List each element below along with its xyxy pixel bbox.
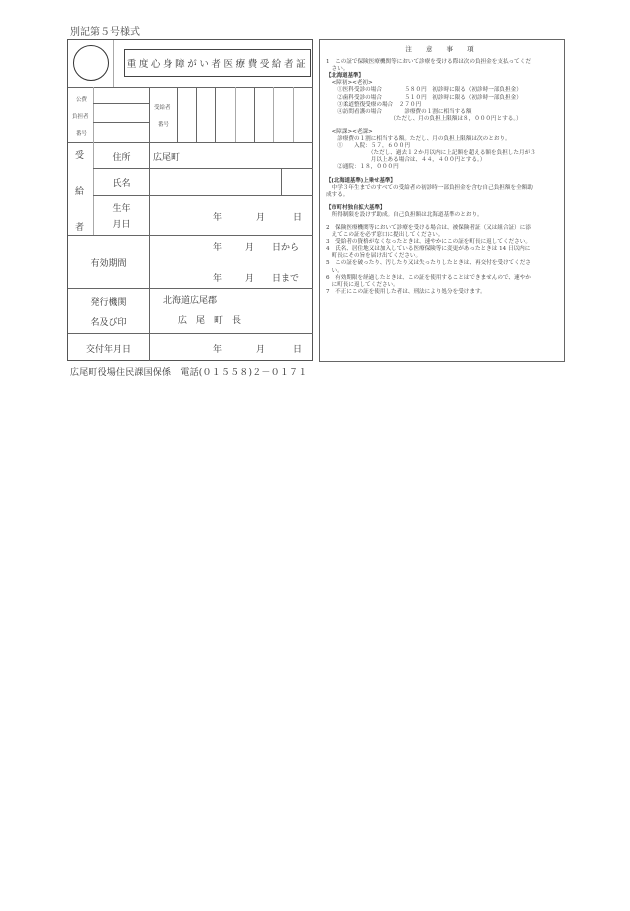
birth-label-2: 月日 xyxy=(112,220,131,230)
divider xyxy=(149,87,150,142)
notes-line: ③柔道整復受療の場合 ２７０円 xyxy=(326,101,422,108)
notes-heading: 注 意 事 項 xyxy=(405,45,480,53)
notes-line: ①医科受診の場合 ５８０円 初診時に限る（初診時一部負担金） xyxy=(326,87,522,94)
divider xyxy=(68,333,313,334)
seal-circle xyxy=(73,45,109,81)
divider xyxy=(93,122,149,123)
validity-label: 有効期間 xyxy=(90,259,127,269)
validity-from-day: 日から xyxy=(272,243,300,253)
notes-line: 中学３年生までのすべての受給者の初診時一部負担金を含む自己負担額を全額助 xyxy=(326,184,533,191)
divider xyxy=(281,168,282,195)
divider xyxy=(93,168,313,169)
validity-from-month: 月 xyxy=(245,243,255,253)
divider xyxy=(93,103,149,104)
divider xyxy=(149,142,150,361)
notes-line: （ただし、月の負担上限額は８，０００円とする。） xyxy=(326,115,522,122)
notes-line: 4 氏名、居住地又は加入している医療保険等に変更があったときは 14 日以内に xyxy=(326,246,531,253)
divider xyxy=(68,235,313,236)
validity-to-day: 日まで xyxy=(272,274,300,284)
birth-day-unit: 日 xyxy=(293,213,303,223)
name-label: 氏名 xyxy=(112,179,131,189)
notes-line: に町長に返してください。 xyxy=(326,281,399,288)
validity-to-month: 月 xyxy=(245,274,255,284)
notes-line: えてこの証を必ず窓口に提出してください。 xyxy=(326,232,444,239)
notes-line: ②通院：１８，０００円 xyxy=(326,164,399,171)
certificate-title: 重度心身障がい者医療費受給者証 xyxy=(124,49,311,77)
issue-year-unit: 年 xyxy=(213,345,223,355)
recipient-section-char-1: 受 xyxy=(75,151,85,161)
notes-line: 2 保険医療機関等において診療を受ける場合は、被保険者証（又は組合証）に添 xyxy=(326,224,531,231)
notes-body xyxy=(326,59,559,296)
contact-footer: 広尾町役場住民課国保係 電話(０１５５８)２－０１７１ xyxy=(70,368,308,378)
birth-year-unit: 年 xyxy=(213,213,223,223)
notes-line: 6 有効期限を経過したときは、この証を使用することはできませんので、速やか xyxy=(326,274,531,281)
divider xyxy=(93,87,94,142)
notes-section-heading: 【市町村独自拡大基準】 xyxy=(326,204,386,211)
burden-no-label-2: 負担者 xyxy=(72,114,89,120)
digit-box xyxy=(196,87,197,142)
recipient-section-char-2: 給 xyxy=(75,187,85,197)
notes-line: <障初><老初> xyxy=(326,80,373,87)
notes-line: 診療費の１割に相当する額。ただし、月の負担上限額は次のとおり。 xyxy=(326,136,511,143)
divider xyxy=(113,40,114,87)
digit-box xyxy=(273,87,274,142)
notes-line: 成する。 xyxy=(326,191,349,198)
issue-month-unit: 月 xyxy=(256,345,266,355)
divider xyxy=(68,288,313,289)
validity-from-year: 年 xyxy=(213,243,223,253)
recipient-certificate-card xyxy=(67,39,313,361)
notes-line: （ただし、過去１２か月以内に上記額を超える額を負担した月が３ xyxy=(326,150,536,157)
issuer-value-1: 北海道広尾郡 xyxy=(163,296,218,306)
notes-line: ④訪問看護の場合 診療費の１割に相当する額 xyxy=(326,108,472,115)
recipient-no-label-1: 受給者 xyxy=(154,105,171,111)
form-number-label: 別記第５号様式 xyxy=(70,27,140,38)
notes-line: 5 この証を破ったり、汚したり又は失ったりしたときは、再交付を受けてくださ xyxy=(326,260,531,267)
digit-box xyxy=(215,87,216,142)
burden-no-label-1: 公費 xyxy=(76,97,88,103)
recipient-no-label-2: 番号 xyxy=(158,122,170,128)
issue-date-label: 交付年月日 xyxy=(85,345,131,355)
digit-box xyxy=(293,87,294,142)
issuer-label-2: 名及び印 xyxy=(90,318,127,328)
notes-line: 町長にその旨を届け出てください。 xyxy=(326,253,422,260)
notes-line: 3 受給者の資格がなくなったときは、速やかにこの証を町長に返してください。 xyxy=(326,239,531,246)
birth-label-1: 生年 xyxy=(112,204,131,214)
notes-line: <障課><老課> xyxy=(326,128,373,135)
issuer-value-2: 広 尾 町 長 xyxy=(178,316,242,326)
notes-line: 1 この証で保険医療機関等において診療を受ける際は次の負担金を支払ってくだ xyxy=(326,59,531,66)
notes-panel xyxy=(319,39,565,362)
notes-line: 7 不正にこの証を使用した者は、刑法により処分を受けます。 xyxy=(326,288,486,295)
burden-no-label-3: 番号 xyxy=(76,131,88,137)
notes-line: 月以上ある場合は、４４，４００円とする。） xyxy=(326,157,486,164)
digit-box xyxy=(235,87,236,142)
birth-month-unit: 月 xyxy=(256,213,266,223)
issuer-label-1: 発行機関 xyxy=(90,298,127,308)
divider xyxy=(68,87,313,88)
validity-to-year: 年 xyxy=(213,274,223,284)
notes-line: ① 入院：５７，６００円 xyxy=(326,143,410,150)
recipient-section-char-3: 者 xyxy=(75,223,85,233)
address-label: 住所 xyxy=(112,153,131,163)
notes-line: ②歯科受診の場合 ５１０円 初診時に限る（初診時一部負担金） xyxy=(326,94,522,101)
notes-line: さい。 xyxy=(326,66,349,73)
address-value: 広尾町 xyxy=(153,153,181,163)
notes-section-heading: 【北海道基準】 xyxy=(326,73,364,80)
digit-box xyxy=(254,87,255,142)
notes-section-heading: 【(北海道基準)上乗せ基準】 xyxy=(326,177,396,184)
digit-box xyxy=(177,87,178,142)
divider xyxy=(93,195,313,196)
issue-day-unit: 日 xyxy=(293,345,303,355)
divider xyxy=(68,142,313,143)
notes-line: 所得制限を設けず助成。自己負担額は北海道基準のとおり。 xyxy=(326,211,483,218)
notes-line: い。 xyxy=(326,267,343,274)
